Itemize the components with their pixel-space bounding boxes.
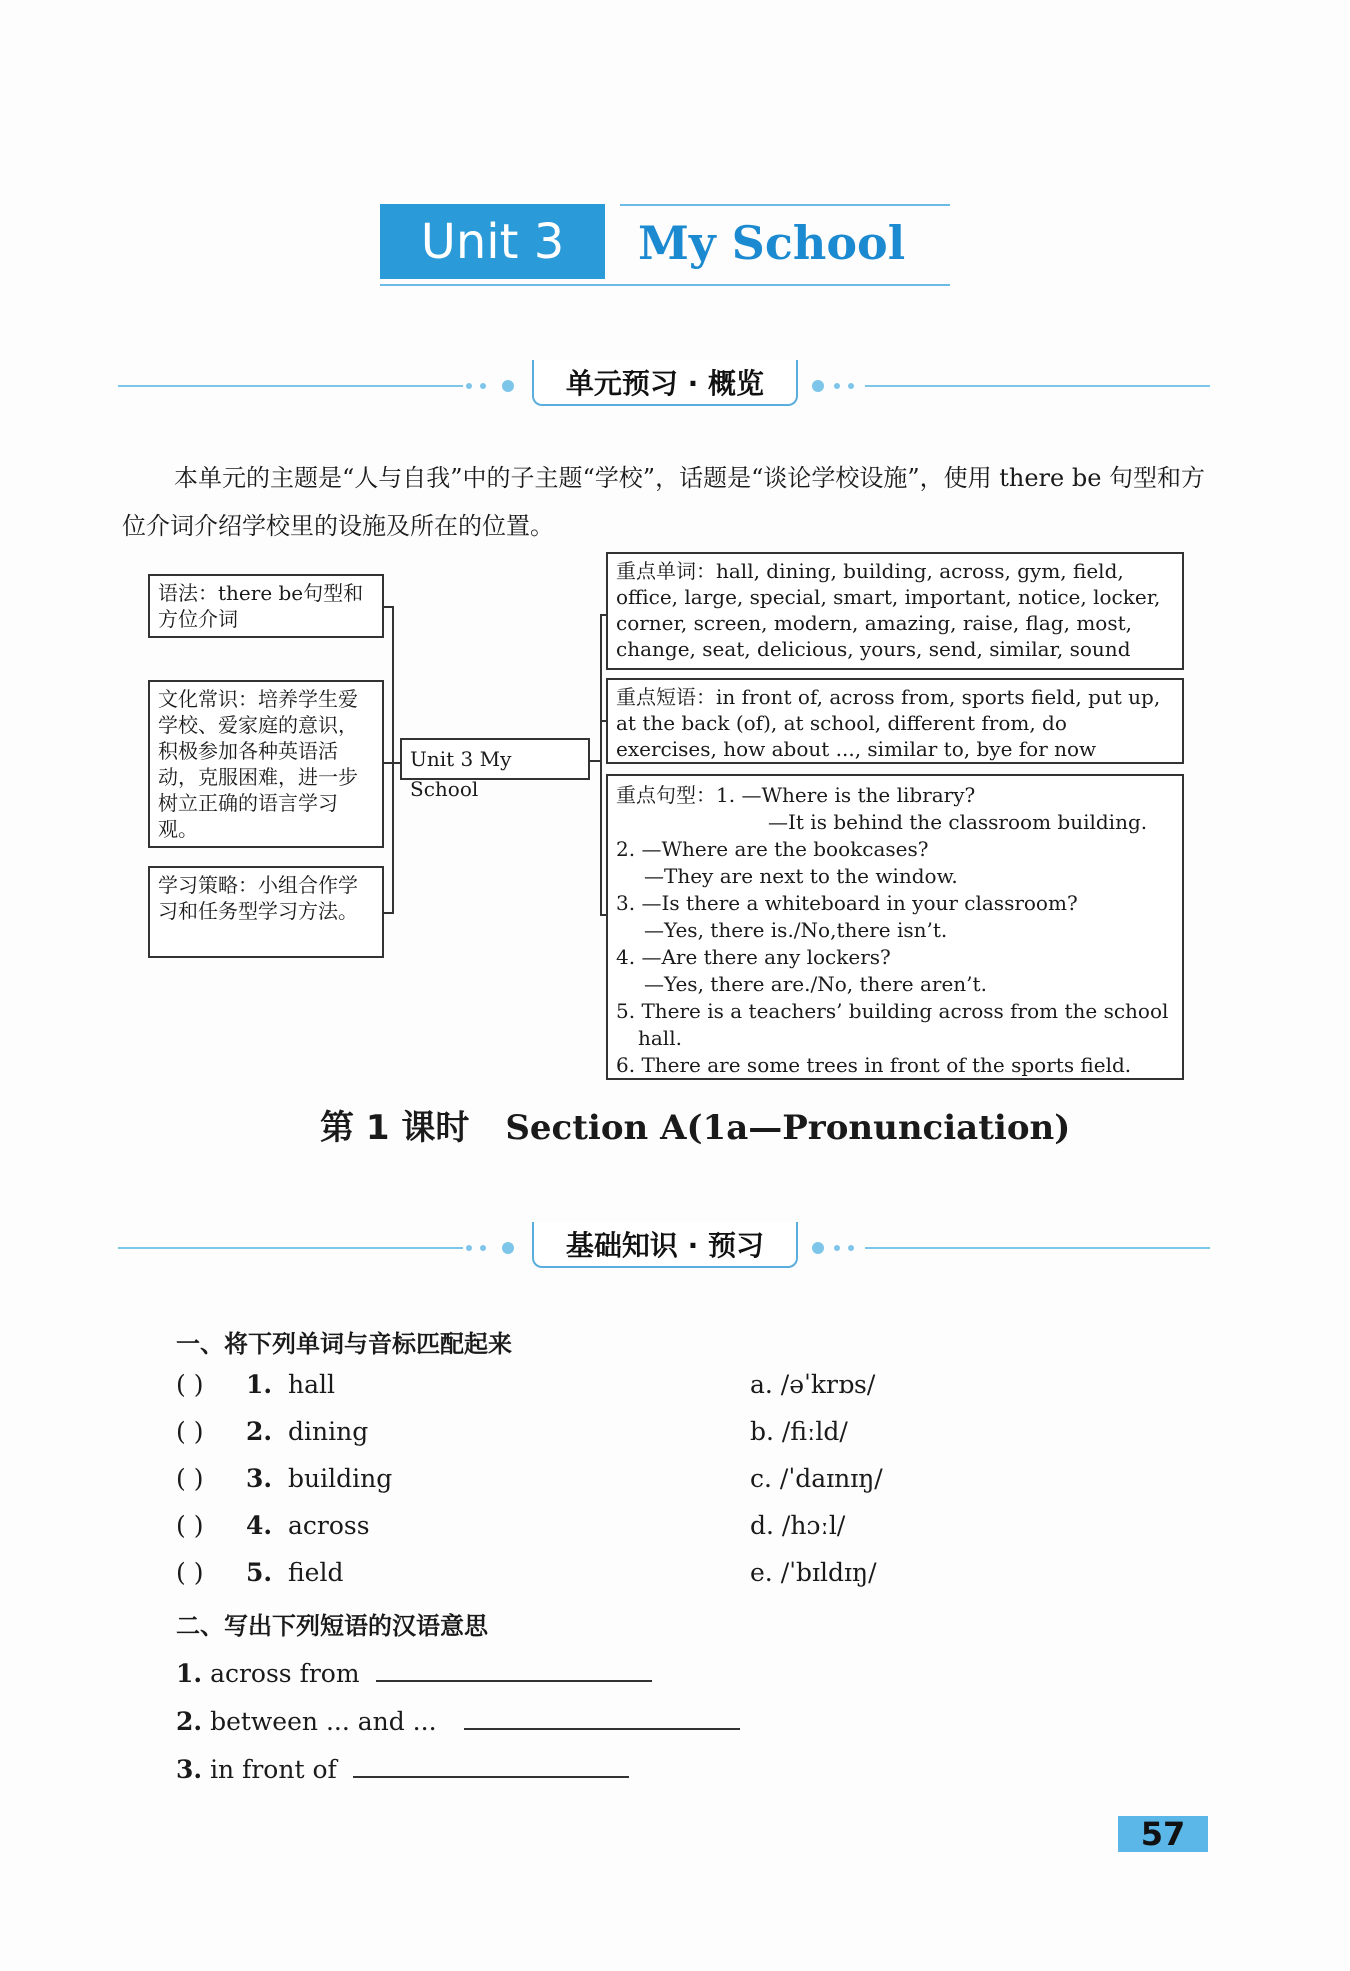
divider-line bbox=[118, 1247, 463, 1249]
sentence-line: 5. There is a teachers’ building across from the school bbox=[616, 999, 1169, 1023]
sentence-line: hall. bbox=[638, 1026, 682, 1050]
strategy-box: 学习策略：小组合作学习和任务型学习方法。 bbox=[148, 866, 384, 958]
dot-icon bbox=[502, 1242, 514, 1254]
phonetic: e. /ˈbɪldɪŋ/ bbox=[750, 1558, 877, 1587]
answer-line[interactable] bbox=[376, 1654, 652, 1682]
lesson-title bbox=[320, 1100, 1070, 1149]
match-row bbox=[176, 1464, 1076, 1504]
word: across bbox=[288, 1511, 370, 1540]
answer-blank[interactable]: ( ) bbox=[176, 1464, 204, 1493]
dot-icon bbox=[480, 1245, 486, 1251]
item-number: 1. bbox=[176, 1659, 203, 1688]
divider-line bbox=[118, 385, 463, 387]
dot-icon bbox=[466, 1245, 472, 1251]
match-row bbox=[176, 1558, 1076, 1598]
phonetic: c. /ˈdaɪnɪŋ/ bbox=[750, 1464, 883, 1493]
section-label: 基础知识 · 预习 bbox=[532, 1222, 798, 1268]
unit-title: My School bbox=[638, 216, 906, 270]
divider-line bbox=[865, 1247, 1210, 1249]
connector bbox=[600, 614, 602, 914]
question-heading-match: 一、将下列单词与音标匹配起来 bbox=[176, 1330, 512, 1358]
match-row bbox=[176, 1370, 1076, 1410]
sentence-line: —They are next to the window. bbox=[644, 864, 958, 888]
key-words-box: 重点单词：hall, dining, building, across, gym, field, office, large, special, smart, important, notice, locker, corner, screen, modern, amazing, raise, flag, most, change, seat, delicious, yours, send, similar, sound bbox=[606, 552, 1184, 670]
sentence-line: 重点句型：1. —Where is the library? bbox=[616, 783, 976, 807]
answer-blank[interactable]: ( ) bbox=[176, 1558, 204, 1587]
item-number: 5. bbox=[246, 1558, 273, 1587]
word: building bbox=[288, 1464, 393, 1493]
phonetic: a. /əˈkrɒs/ bbox=[750, 1370, 876, 1399]
phonetic: d. /hɔːl/ bbox=[750, 1511, 846, 1540]
intro-paragraph: 本单元的主题是“人与自我”中的子主题“学校”，话题是“谈论学校设施”，使用 there be 句型和方位介词介绍学校里的设施及所在的位置。 bbox=[122, 464, 1206, 540]
item-number: 2. bbox=[246, 1417, 273, 1446]
dot-icon bbox=[480, 383, 486, 389]
sentence-line: 4. —Are there any lockers? bbox=[616, 945, 891, 969]
item-number: 3. bbox=[176, 1755, 203, 1784]
word: hall bbox=[288, 1370, 335, 1399]
dot-icon bbox=[848, 383, 854, 389]
dot-icon bbox=[502, 380, 514, 392]
section-header-basics bbox=[118, 1222, 1210, 1272]
match-row bbox=[176, 1417, 1076, 1457]
answer-line[interactable] bbox=[464, 1702, 740, 1730]
fill-row bbox=[176, 1702, 740, 1742]
word: dining bbox=[288, 1417, 369, 1446]
dot-icon bbox=[848, 1245, 854, 1251]
item-number: 4. bbox=[246, 1511, 273, 1540]
divider-line bbox=[865, 385, 1210, 387]
match-row bbox=[176, 1511, 1076, 1551]
sentence-line: —Yes, there is./No,there isn’t. bbox=[644, 918, 948, 942]
phrase: between ... and ... bbox=[210, 1707, 437, 1736]
culture-box: 文化常识：培养学生爱学校、爱家庭的意识，积极参加各种英语活动，克服困难，进一步树立正确的语言学习观。 bbox=[148, 680, 384, 848]
section-label: 单元预习 · 概览 bbox=[532, 360, 798, 406]
lesson-section: Section A(1a—Pronunciation) bbox=[505, 1108, 1071, 1148]
key-sentences-box bbox=[606, 774, 1184, 1080]
dot-icon bbox=[812, 380, 824, 392]
section-header-preview bbox=[118, 360, 1210, 410]
sentence-line: —It is behind the classroom building. bbox=[768, 810, 1148, 834]
dot-icon bbox=[834, 1245, 840, 1251]
dot-icon bbox=[812, 1242, 824, 1254]
phrase: across from bbox=[210, 1659, 360, 1688]
unit-label: Unit 3 bbox=[380, 204, 605, 279]
fill-row bbox=[176, 1654, 652, 1694]
answer-blank[interactable]: ( ) bbox=[176, 1417, 204, 1446]
unit-banner bbox=[380, 204, 950, 284]
item-number: 2. bbox=[176, 1707, 203, 1736]
dot-icon bbox=[466, 383, 472, 389]
connector bbox=[392, 606, 394, 914]
word: field bbox=[288, 1558, 344, 1587]
item-number: 1. bbox=[246, 1370, 273, 1399]
item-number: 3. bbox=[246, 1464, 273, 1493]
answer-blank[interactable]: ( ) bbox=[176, 1511, 204, 1540]
key-phrases-box: 重点短语：in front of, across from, sports field, put up, at the back (of), at school, different from, do exercises, how about ..., similar to, bye for now bbox=[606, 678, 1184, 764]
fill-row bbox=[176, 1750, 629, 1790]
lesson-number: 第 1 课时 bbox=[320, 1108, 470, 1148]
banner-line-bottom bbox=[380, 284, 950, 286]
grammar-box: 语法：there be句型和方位介词 bbox=[148, 574, 384, 638]
question-heading-translate: 二、写出下列短语的汉语意思 bbox=[176, 1612, 488, 1640]
page-number: 57 bbox=[1118, 1816, 1208, 1852]
center-node: Unit 3 My School bbox=[400, 738, 590, 780]
answer-line[interactable] bbox=[353, 1750, 629, 1778]
sentence-line: —Yes, there are./No, there aren’t. bbox=[644, 972, 987, 996]
phrase: in front of bbox=[210, 1755, 337, 1784]
banner-line-top bbox=[620, 204, 950, 206]
phonetic: b. /fiːld/ bbox=[750, 1417, 848, 1446]
sentence-line: 3. —Is there a whiteboard in your classroom? bbox=[616, 891, 1078, 915]
sentence-line: 6. There are some trees in front of the sports field. bbox=[616, 1053, 1132, 1077]
dot-icon bbox=[834, 383, 840, 389]
sentence-line: 2. —Where are the bookcases? bbox=[616, 837, 929, 861]
answer-blank[interactable]: ( ) bbox=[176, 1370, 204, 1399]
